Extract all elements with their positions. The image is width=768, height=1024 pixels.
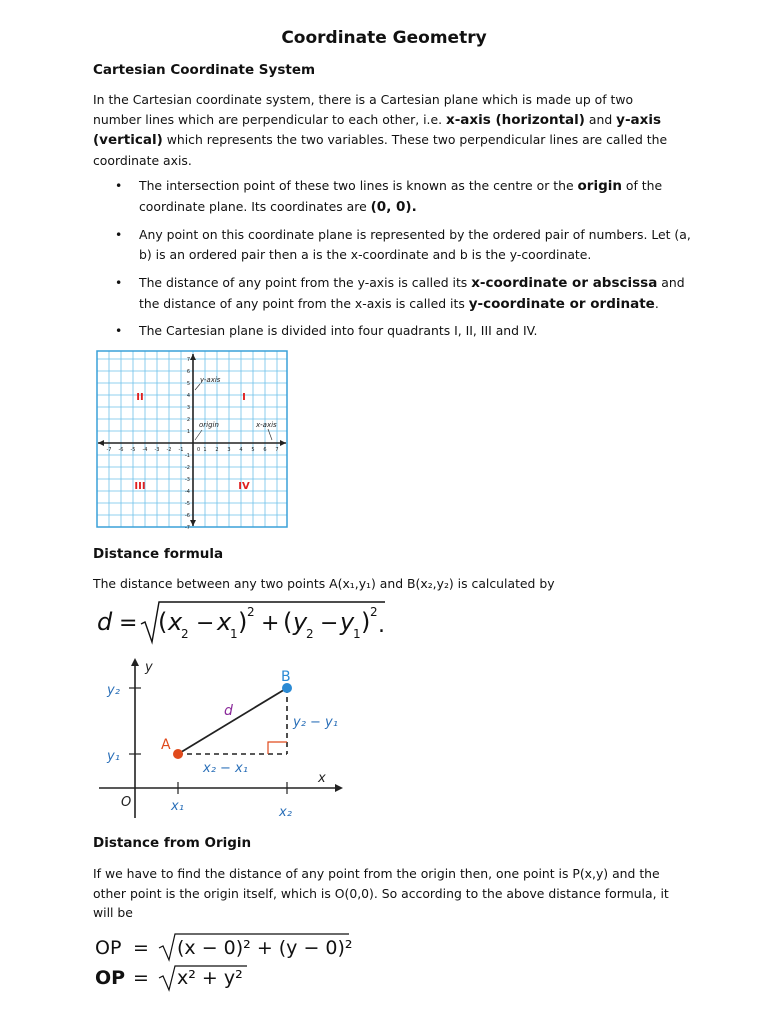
svg-text:x: x (168, 608, 183, 636)
diagram-y-label: y (145, 660, 153, 675)
label-a: A (161, 737, 171, 753)
x-tick-label: -5 (130, 447, 136, 453)
svg-text:(: ( (283, 608, 293, 636)
svg-text:2: 2 (181, 627, 189, 641)
x-axis-label: x-axis (256, 421, 277, 429)
bullet-marker: • (115, 275, 123, 290)
label-d: d (224, 703, 233, 719)
svg-text:1: 1 (353, 627, 361, 641)
heading-distance-formula: Distance formula (93, 546, 224, 562)
origin-label: origin (199, 421, 219, 429)
label-b: B (281, 669, 291, 685)
svg-text:OP: OP (95, 937, 122, 959)
y-tick-label: 4 (186, 393, 190, 399)
svg-text:(x − 0)² + (y − 0)²: (x − 0)² + (y − 0)² (177, 937, 353, 959)
y-tick-label: -4 (185, 489, 190, 495)
svg-text:2: 2 (247, 605, 255, 619)
y-tick-label: 7 (186, 357, 190, 363)
svg-text:1: 1 (230, 627, 238, 641)
y-tick-label: -1 (185, 453, 190, 459)
quadrant-ii: II (136, 392, 144, 403)
diagram-origin: O (121, 795, 132, 810)
bullet-marker: • (115, 178, 123, 193)
y-tick-label: 1 (186, 429, 190, 435)
y-tick-label: -3 (185, 477, 190, 483)
svg-text:−: − (320, 611, 339, 636)
x-tick-label: 3 (227, 447, 231, 453)
label-y1: y₁ (107, 749, 120, 764)
svg-text:=: = (133, 937, 149, 959)
label-x2: x₂ (279, 805, 292, 820)
y-tick-label: 5 (186, 381, 190, 387)
quadrant-i: I (242, 392, 246, 403)
x-tick-label: -3 (154, 447, 160, 453)
y-axis-label: y-axis (200, 376, 221, 384)
bullet-marker: • (115, 227, 123, 242)
grid-border (97, 351, 287, 527)
bullet-quadrants: The Cartesian plane is divided into four quadrants I, II, III and IV. (139, 323, 538, 338)
cartesian-grid-figure (96, 350, 288, 530)
bullet-ordered-pair: Any point on this coordinate plane is represented by the ordered pair of numbers. Let (a, b) is an ordered pair then a is the x-coordinate and b is the y-coordinate. (139, 227, 691, 262)
origin-formula (93, 930, 393, 1000)
bullet-abscissa-ordinate: The distance of any point from the y-axis is called its x-coordinate or abscissa and the distance of any point from the x-axis is called its y-coordinate or ordinate. (139, 275, 685, 312)
x-tick-label: -4 (142, 447, 148, 453)
svg-text:−: − (196, 611, 215, 636)
label-dx: x₂ − x₁ (203, 761, 248, 776)
svg-text:y: y (293, 608, 308, 636)
diagram-x-label: x (318, 771, 326, 786)
grid-lines (97, 351, 287, 527)
svg-text:y: y (340, 608, 355, 636)
bullet-marker: • (115, 323, 123, 338)
x-tick-label: 5 (251, 447, 255, 453)
point-a (173, 749, 183, 759)
x-tick-label: 2 (215, 447, 219, 453)
x-axis-arrow-left (98, 440, 104, 446)
svg-text:=: = (119, 611, 138, 636)
svg-text:): ) (361, 608, 371, 636)
distance-intro: The distance between any two points A(x₁,y₁) and B(x₂,y₂) is calculated by (93, 576, 555, 591)
svg-text:2: 2 (370, 605, 378, 619)
heading-distance-origin: Distance from Origin (93, 835, 252, 851)
x-tick-label: 4 (239, 447, 243, 453)
y-tick-label: 6 (186, 369, 190, 375)
label-x1: x₁ (171, 799, 184, 814)
x-tick-label: -2 (166, 447, 172, 453)
heading-cartesian: Cartesian Coordinate System (93, 62, 316, 78)
cartesian-intro: In the Cartesian coordinate system, there is a Cartesian plane which is made up of two number lines which are perpendicular to each other, i.e. x-axis (horizontal) and y-axis (vertical) which represents the two variables. These two perpendicular lines are called the coordinate axis. (93, 92, 668, 168)
distance-diagram (95, 654, 355, 824)
label-dy: y₂ − y₁ (293, 715, 338, 730)
y-tick-label: -6 (185, 513, 190, 519)
page-title: Coordinate Geometry (281, 28, 487, 48)
right-angle-mark (268, 742, 287, 754)
svg-text:=: = (133, 967, 149, 989)
svg-text:x² + y²: x² + y² (177, 967, 243, 989)
y-axis-arrow-up (190, 354, 196, 360)
x-tick-label: -6 (118, 447, 124, 453)
label-y2: y₂ (107, 683, 120, 698)
origin-tick-label: 0 (197, 447, 201, 453)
svg-text:2: 2 (306, 627, 314, 641)
x-tick-label: -1 (178, 447, 184, 453)
quadrant-iv: IV (238, 481, 250, 492)
y-tick-label: -2 (185, 465, 190, 471)
svg-text:x: x (217, 608, 232, 636)
svg-text:d: d (97, 608, 113, 636)
svg-text:(: ( (158, 608, 168, 636)
bullet-origin: The intersection point of these two lines is known as the centre or the origin of the coordinate plane. Its coordinates are (0, 0). (139, 178, 663, 215)
x-tick-label: 1 (203, 447, 207, 453)
x-tick-label: 6 (263, 447, 267, 453)
svg-text:): ) (238, 608, 248, 636)
y-axis-arrow-down (190, 520, 196, 526)
y-tick-label: 3 (186, 405, 190, 411)
segment-ab (178, 688, 287, 754)
y-tick-label: -5 (185, 501, 190, 507)
y-tick-label: 2 (186, 417, 190, 423)
svg-text:OP: OP (95, 967, 126, 989)
x-tick-label: -7 (106, 447, 112, 453)
quadrant-iii: III (134, 481, 146, 492)
y-tick-label: -7 (185, 525, 190, 530)
x-axis-arrow-right (280, 440, 286, 446)
svg-text:.: . (378, 613, 385, 638)
distance-formula (95, 598, 395, 650)
origin-intro: If we have to find the distance of any point from the origin then, one point is P(x,y) and the other point is the origin itself, which is O(0,0). So according to the above distance formula, it will be (93, 866, 669, 920)
x-tick-label: 7 (275, 447, 279, 453)
svg-text:+: + (261, 611, 280, 636)
